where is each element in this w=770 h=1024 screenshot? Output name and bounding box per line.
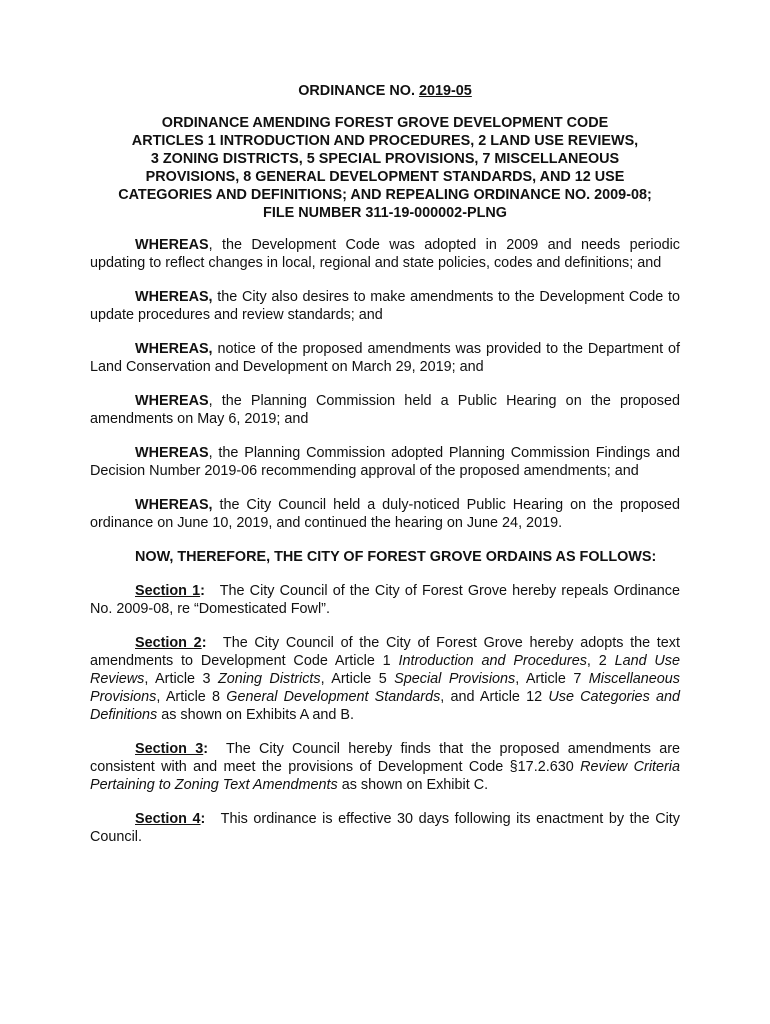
section-label-colon: : [200,811,206,827]
whereas-paragraph [90,496,680,532]
section-4-text: This ordinance is effective 30 days following its enactment by the City Council. [90,811,680,845]
whereas-text: the City also desires to make amendments to the Development Code to update procedures and review standards; and [90,289,680,323]
subtitle-line: PROVISIONS, 8 GENERAL DEVELOPMENT STANDARDS, AND 12 USE [145,169,625,185]
section-2-text: , Article 7 [515,671,589,687]
ordinance-subtitle [90,114,680,222]
section-label-colon: : [200,583,205,599]
section-2-text: , Article 5 [320,671,395,687]
subtitle-line: CATEGORIES AND DEFINITIONS; AND REPEALING ORDINANCE NO. 2009-08; [118,187,652,203]
section-3-text: The City Council hereby finds that the proposed amendments are consistent with and meet the provisions of Development Code §17.2.630 [90,741,680,775]
whereas-text: notice of the proposed amendments was provided to the Department of Land Conservation and Development on March 29, 2019; and [90,341,680,375]
section-label-colon: : [203,741,209,757]
subtitle-line: ORDINANCE AMENDING FOREST GROVE DEVELOPMENT CODE [161,115,609,131]
criteria-title: Review Criteria Pertaining to Zoning Text Amendments [90,759,681,793]
article-title: Land Use Reviews [90,653,680,687]
article-title: Special Provisions [394,671,516,687]
whereas-lead: WHEREAS, [135,341,213,357]
whereas-paragraph [90,392,680,428]
whereas-text: , the Planning Commission held a Public Hearing on the proposed amendments on May 6, 2019; and [90,393,680,427]
whereas-text: the City Council held a duly-noticed Public Hearing on the proposed ordinance on June 10, 2019, and continued the hearing on June 24, 2019. [90,497,680,531]
whereas-paragraph [90,444,680,480]
now-therefore-text: NOW, THEREFORE, THE CITY OF FOREST GROVE ORDAINS AS FOLLOWS: [135,549,657,565]
ordinance-title [90,82,680,100]
subtitle-line: FILE NUMBER 311-19-000002-PLNG [263,205,507,221]
section-2-text: , Article 3 [144,671,218,687]
section-3-label: Section 3 [135,741,204,757]
whereas-paragraph [90,288,680,324]
ordinance-number: 2019-05 [418,83,472,99]
article-title: Miscellaneous Provisions [90,671,680,705]
section-2-paragraph [90,634,680,724]
section-2-text: The City Council of the City of Forest Grove hereby adopts the text amendments to Development Code Article 1 [90,635,680,669]
ordinance-title-prefix: ORDINANCE NO. [298,83,419,99]
section-label-colon: : [201,635,207,651]
whereas-lead: WHEREAS, [135,289,213,305]
section-2-text: , and Article 12 [440,689,549,705]
article-title: Introduction and Procedures [398,653,587,669]
whereas-lead: WHEREAS [135,445,209,461]
section-2-text: as shown on Exhibits A and B. [157,707,354,723]
article-title: General Development Standards [226,689,441,705]
section-2-label: Section 2 [135,635,202,651]
section-4-paragraph [90,810,680,846]
whereas-lead: WHEREAS, [135,497,213,513]
section-1-text: The City Council of the City of Forest Grove hereby repeals Ordinance No. 2009-08, re “Domesticated Fowl”. [90,583,680,617]
whereas-lead: WHEREAS [135,393,209,409]
section-3-text: as shown on Exhibit C. [337,777,489,793]
section-1-label: Section 1 [135,583,201,599]
whereas-paragraph [90,340,680,376]
document-page [90,82,680,862]
whereas-text: , the Development Code was adopted in 2009 and needs periodic updating to reflect changes in local, regional and state policies, codes and definitions; and [90,237,680,271]
article-title: Zoning Districts [217,671,321,687]
article-title: Use Categories and Definitions [90,689,680,723]
whereas-text: , the Planning Commission adopted Planning Commission Findings and Decision Number 2019-06 recommending approval of the proposed amendments; and [90,445,680,479]
whereas-lead: WHEREAS [135,237,209,253]
section-2-text: , 2 [586,653,615,669]
subtitle-line: ARTICLES 1 INTRODUCTION AND PROCEDURES, 2 LAND USE REVIEWS, [131,133,639,149]
whereas-paragraph [90,236,680,272]
section-2-text: , Article 8 [156,689,227,705]
section-1-paragraph [90,582,680,618]
now-therefore-heading [90,548,680,566]
section-3-paragraph [90,740,680,794]
subtitle-line: 3 ZONING DISTRICTS, 5 SPECIAL PROVISIONS, 7 MISCELLANEOUS [150,151,620,167]
section-4-label: Section 4 [135,811,201,827]
